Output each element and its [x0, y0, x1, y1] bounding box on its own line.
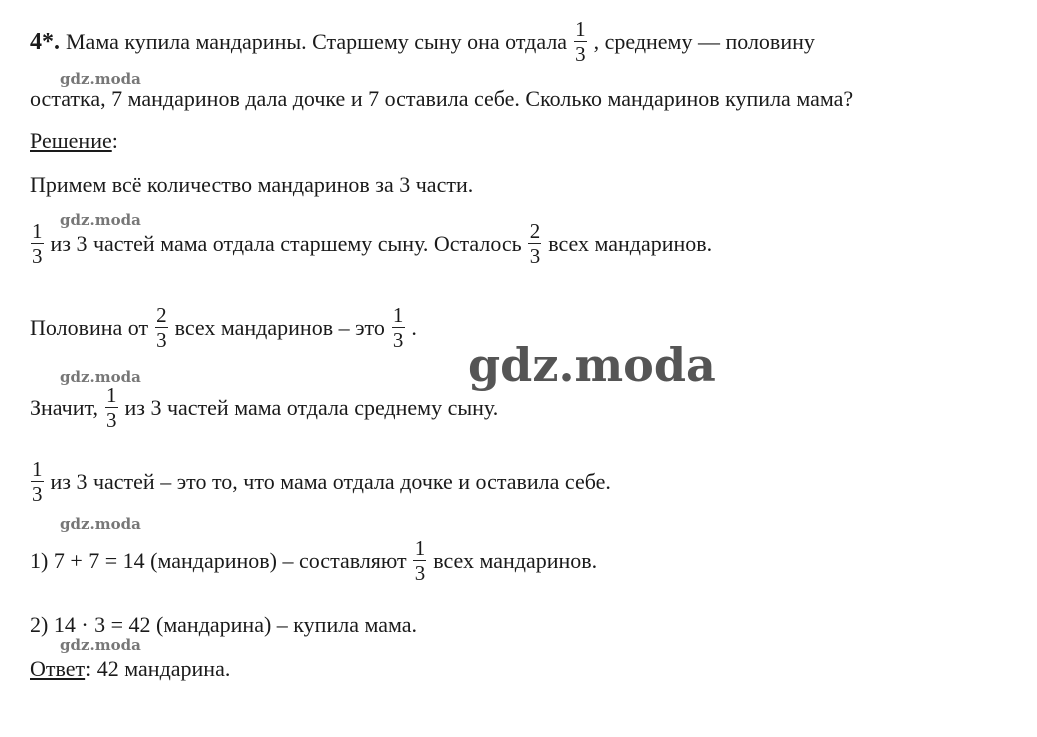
solution-heading: Решение :: [30, 128, 118, 153]
problem-number: 4*.: [30, 28, 60, 55]
fraction: $\frac{1}{3}$: [32, 457, 43, 507]
watermark: gdz.moda: [60, 368, 141, 386]
solution-step-3: Половина от $\frac{2}{3}$ всех мандаринов – это $\frac{1}{3}$ .: [30, 303, 417, 353]
fraction: $\frac{1}{3}$: [32, 219, 43, 269]
fraction: $\frac{1}{3}$: [575, 17, 586, 67]
watermark: gdz.moda: [60, 211, 141, 229]
answer-label: Ответ: [30, 656, 86, 681]
solution-step-5: $\frac{1}{3}$ из 3 частей – это то, что мама отдала дочке и оставила себе.: [32, 457, 611, 507]
solution-step-7: 2) 14 · 3 = 42 (мандарина) – купила мама.: [30, 612, 418, 637]
answer-line: [30, 656, 230, 682]
problem-line-1: [30, 18, 815, 65]
solution-step-6: 1) 7 + 7 = 14 (мандаринов) – составляют $\frac{1}{3}$ всех мандаринов.: [30, 536, 598, 586]
problem-text-1b: , среднему — половину: [593, 28, 815, 54]
watermark: gdz.moda: [60, 636, 141, 654]
fraction: $\frac{1}{3}$: [392, 303, 404, 353]
watermark: gdz.moda: [60, 70, 141, 88]
fraction: $\frac{2}{3}$: [529, 219, 541, 269]
problem-text-2: остатка, 7 мандаринов дала дочке и 7 оставила себе. Сколько мандаринов купила мама?: [30, 86, 854, 111]
problem-text-1a: Мама купила мандарины. Старшему сыну она отдала: [66, 28, 568, 54]
solution-step-1: Примем всё количество мандаринов за 3 части.: [30, 172, 474, 197]
problem-line-2: [30, 86, 853, 112]
answer-value: : 42 мандарина.: [85, 656, 231, 681]
solution-step-2: $\frac{1}{3}$ из 3 частей мама отдала старшему сыну. Осталось $\frac{2}{3}$ всех мандаринов.: [32, 219, 713, 269]
watermark: gdz.moda: [60, 515, 141, 533]
fraction: $\frac{2}{3}$: [156, 303, 167, 353]
solution-heading-label: Решение: [30, 128, 112, 153]
watermark-large: gdz.moda: [468, 338, 716, 392]
fraction: $\frac{1}{3}$: [105, 383, 117, 433]
fraction: $\frac{1}{3}$: [414, 536, 426, 586]
solution-step-4: Значит, $\frac{1}{3}$ из 3 частей мама отдала среднему сыну.: [30, 383, 499, 433]
